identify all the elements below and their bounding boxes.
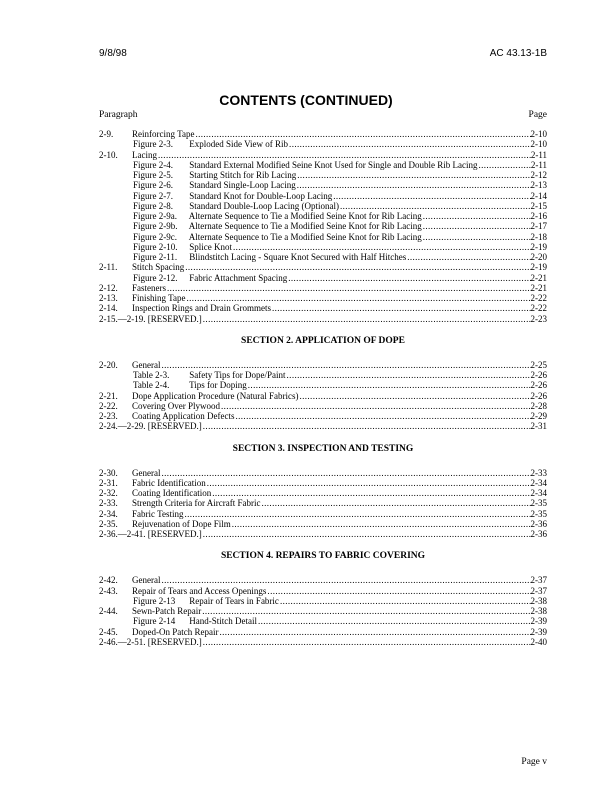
page-ref: 2-22 [530,303,547,314]
page-ref: 2-37 [530,575,547,586]
entry-title: Repair of Tears and Access Openings [132,585,267,596]
toc-entry-body [132,129,547,139]
toc-entry-body [132,150,547,160]
entry-title: General [132,575,161,586]
page-ref: 2-21 [530,272,547,283]
paragraph-number: 2-30. [99,467,118,478]
toc-group-section-3 [99,468,547,540]
dot-leader [247,380,531,390]
header-doc-id: AC 43.13-1B [489,48,547,59]
paragraph-number: 2-45. [99,626,118,637]
toc-entry [99,468,547,478]
dot-leader [296,180,531,190]
toc-figure-entry [99,191,547,201]
paragraph-number: 2-14. [99,303,118,314]
toc-entry [99,129,547,139]
dot-leader [184,262,530,272]
page-number: Page v [521,757,547,767]
entry-title: Rejuvenation of Dope Film [132,518,231,529]
column-heading-paragraph: Paragraph [99,110,138,120]
figure-title: Standard Single-Loop Lacing [189,180,296,191]
toc-entry-body [132,509,547,519]
toc-figure-entry [99,370,547,380]
figure-label: Table 2-3. [133,370,170,380]
page-ref: 2-36 [530,518,547,529]
dot-leader [206,478,531,488]
entry-title [133,232,422,242]
page-ref: 2-34 [530,488,547,498]
entry-title [133,139,288,149]
figure-title: Alternate Sequence to Tie a Modified Seine Knot for Rib Lacing [188,231,422,242]
figure-label: Figure 2-13 [133,595,176,606]
toc-entry [99,262,547,272]
page-ref: 2-22 [530,293,547,303]
entry-title: General [132,359,161,370]
figure-title: Splice Knot [189,241,232,252]
toc-figure-entry [99,160,547,170]
entry-title: Fasteners [132,282,166,293]
section-heading: SECTION 4. REPAIRS TO FABRIC COVERING [220,551,426,562]
dot-leader [257,616,531,626]
dot-leader [166,283,531,293]
page-ref: 2-11 [530,159,547,170]
section-heading: SECTION 3. INSPECTION AND TESTING [232,443,414,454]
entry-title: Dope Application Procedure (Natural Fabrics) [132,390,299,401]
entry-title [133,180,296,190]
dot-leader [477,160,530,170]
figure-label: Figure 2-14 [133,616,176,627]
toc-entry-body [133,232,547,242]
entry-title [133,191,332,201]
paragraph-number: 2-9. [99,129,114,139]
page-ref: 2-14 [530,190,547,201]
toc-entry-body [99,314,547,324]
figure-title: Alternate Sequence to Tie a Modified Seine Knot for Rib Lacing [188,221,422,232]
section-heading: SECTION 2. APPLICATION OF DOPE [241,335,405,346]
entry-title: Coating Application Defects [132,411,235,421]
toc-entry-body [132,401,547,411]
page-ref: 2-23 [530,313,547,324]
page-ref: 2-40 [530,636,547,647]
dot-leader [406,252,530,262]
entry-title: 2-46.—2-51. [RESERVED.] [99,636,202,647]
toc-figure-entry [99,596,547,606]
dot-leader [260,498,530,508]
entry-title [133,242,232,252]
toc-entry-body [133,211,547,221]
dot-leader [220,401,531,411]
page-ref: 2-20 [530,252,547,262]
toc-figure-entry [99,139,547,149]
toc-entry-body [133,273,547,283]
toc-entry [99,421,547,431]
page-ref: 2-19 [530,241,547,252]
toc-entry-body [132,283,547,293]
toc-entry-body [133,370,547,380]
toc-entry-body [99,529,547,539]
column-heading-page: Page [528,110,547,120]
toc-entry [99,391,547,401]
dot-leader [296,170,530,180]
dot-leader [231,519,531,529]
toc-entry [99,529,547,539]
entry-title: Lacing [132,149,157,160]
page-ref: 2-15 [530,200,547,211]
dot-leader [201,606,530,616]
dot-leader [185,293,530,303]
toc-entry-body [132,627,547,637]
page-ref: 2-17 [530,221,547,232]
entry-title [133,273,287,283]
figure-title: Standard External Modified Seine Knot Used for Single and Double Rib Lacing [189,159,478,170]
dot-leader [287,273,530,283]
toc-entry [99,293,547,303]
figure-title: Repair of Tears in Fabric [189,595,279,606]
toc-entry [99,488,547,498]
dot-leader [183,509,530,519]
toc-entry [99,606,547,616]
figure-label: Figure 2-6. [133,180,173,191]
page-ref: 2-31 [530,421,547,432]
dot-leader [160,468,530,478]
toc-entry-body [133,380,547,390]
entry-title: 2-36.—2-41. [RESERVED.] [99,529,202,539]
dot-leader [422,232,531,242]
figure-title: Safety Tips for Dope/Paint [189,370,286,380]
dot-leader [422,211,531,221]
toc-entry-body [99,421,547,431]
page-ref: 2-26 [530,370,547,380]
toc-entry [99,575,547,585]
figure-label: Figure 2-10. [133,241,178,252]
paragraph-number: 2-35. [99,518,118,529]
toc-entry-body [132,262,547,272]
figure-label: Figure 2-5. [133,170,173,180]
paragraph-number: 2-13. [99,293,118,303]
figure-title: Blindstitch Lacing - Square Knot Secured with Half Hitches [189,252,407,262]
entry-title [133,616,257,626]
figure-label: Figure 2-3. [133,139,173,150]
entry-title [133,380,247,390]
figure-title: Standard Knot for Double-Loop Lacing [189,190,333,201]
paragraph-number: 2-23. [99,411,118,421]
page-ref: 2-29 [530,411,547,421]
page-ref: 2-37 [530,585,547,596]
entry-title [133,252,406,262]
figure-title: Starting Stitch for Rib Lacing [189,170,297,180]
page-ref: 2-28 [530,400,547,411]
figure-label: Figure 2-9b. [133,221,178,232]
dot-leader [202,529,531,539]
toc-entry [99,519,547,529]
entry-title [133,170,296,180]
page-ref: 2-18 [530,231,547,242]
toc-entry-body [133,242,547,252]
toc-entry-body [133,180,547,190]
paragraph-number: 2-32. [99,488,118,498]
dot-leader [332,191,530,201]
entry-title [133,221,422,231]
paragraph-number: 2-33. [99,498,118,509]
page-ref: 2-35 [530,508,547,519]
toc-group-section-2 [99,360,547,432]
page-ref: 2-39 [530,626,547,637]
toc-entry [99,150,547,160]
dot-leader [232,242,531,252]
toc-entry-body [133,221,547,231]
toc-entry [99,627,547,637]
entry-title [133,370,286,380]
toc-entry-body [132,606,547,616]
entry-title: Reinforcing Tape [132,129,195,139]
toc-entry [99,498,547,508]
entry-title: General [132,467,161,478]
figure-label: Figure 2-8. [133,200,173,211]
page-ref: 2-19 [530,262,547,273]
dot-leader [194,129,530,139]
toc-entry [99,283,547,293]
toc-figure-entry [99,380,547,390]
dot-leader [202,421,531,431]
entry-title [133,596,279,606]
entry-title: Coating Identification [132,488,212,498]
figure-label: Table 2-4. [133,380,170,391]
entry-title: Strength Criteria for Aircraft Fabric [132,498,261,509]
dot-leader [160,575,530,585]
paragraph-number: 2-43. [99,585,118,596]
dot-leader [271,303,531,313]
header-date: 9/8/98 [99,48,127,59]
dot-leader [160,360,530,370]
figure-title: Alternate Sequence to Tie a Modified Seine Knot for Rib Lacing [188,211,422,221]
figure-label: Figure 2-12. [133,272,178,283]
page-ref: 2-39 [530,616,547,627]
toc-figure-entry [99,242,547,252]
paragraph-number: 2-44. [99,606,118,616]
toc-entry-body [133,139,547,149]
toc-entry-body [132,575,547,585]
toc-group-main [99,129,547,324]
toc-entry-body [132,586,547,596]
figure-title: Exploded Side View of Rib [189,139,289,150]
figure-label: Figure 2-9a. [133,211,177,221]
toc-entry-body [132,498,547,508]
toc-entry [99,303,547,313]
paragraph-number: 2-21. [99,390,118,401]
toc-entry [99,478,547,488]
toc-entry-body [132,519,547,529]
toc-entry-body [132,488,547,498]
toc-entry-body [132,478,547,488]
page-ref: 2-34 [530,477,547,488]
entry-title: Fabric Testing [132,508,184,519]
page-ref: 2-10 [530,129,547,139]
toc-entry [99,401,547,411]
toc-entry-body [133,201,547,211]
toc-entry [99,411,547,421]
toc-entry-body [133,252,547,262]
toc-entry-body [133,170,547,180]
figure-label: Figure 2-7. [133,190,173,201]
page-ref: 2-16 [530,211,547,221]
toc-entry-body [132,468,547,478]
entry-title: Inspection Rings and Drain Grommets [132,303,271,314]
toc-entry-body [99,637,547,647]
figure-title: Standard Double-Loop Lacing (Optional) [189,200,339,211]
figure-title: Hand-Stitch Detail [189,616,257,627]
paragraph-number: 2-42. [99,575,118,586]
page-title: CONTENTS (CONTINUED) [219,92,393,108]
paragraph-number: 2-34. [99,508,118,519]
dot-leader [288,139,530,149]
figure-title: Fabric Attachment Spacing [189,272,288,283]
toc-entry-body [133,191,547,201]
entry-title: Stitch Spacing [132,262,185,273]
toc-figure-entry [99,221,547,231]
figure-label: Figure 2-11. [133,252,178,262]
entry-title: Fabric Identification [132,477,206,488]
entry-title: 2-24.—2-29. [RESERVED.] [99,421,202,432]
toc-figure-entry [99,616,547,626]
dot-leader [218,627,530,637]
entry-title [133,211,422,221]
page-ref: 2-35 [530,498,547,509]
toc-entry-body [132,411,547,421]
entry-title: Finishing Tape [132,293,186,303]
paragraph-number: 2-20. [99,359,118,370]
entry-title [133,201,339,211]
toc-figure-entry [99,201,547,211]
paragraph-number: 2-31. [99,477,118,488]
toc-figure-entry [99,211,547,221]
entry-title: Sewn-Patch Repair [132,606,202,616]
toc-entry [99,586,547,596]
page-ref: 2-11 [530,149,547,160]
page-ref: 2-25 [530,359,547,370]
dot-leader [234,411,530,421]
figure-title: Tips for Doping [189,380,247,391]
entry-title [133,160,477,170]
figure-label: Figure 2-4. [133,159,173,170]
entry-title: 2-15.—2-19. [RESERVED.] [99,313,202,324]
paragraph-number: 2-10. [99,149,118,160]
toc-figure-entry [99,180,547,190]
toc-entry-body [132,303,547,313]
dot-leader [157,150,531,160]
toc-entry-body [132,391,547,401]
toc-figure-entry [99,273,547,283]
dot-leader [422,221,531,231]
paragraph-number: 2-12. [99,282,118,293]
figure-label: Figure 2-9c. [133,231,177,242]
page-ref: 2-21 [530,282,547,293]
page-ref: 2-13 [530,180,547,191]
dot-leader [211,488,530,498]
page-ref: 2-36 [530,529,547,539]
toc-group-section-4 [99,575,547,647]
paragraph-number: 2-22. [99,400,118,411]
toc-figure-entry [99,170,547,180]
paragraph-number: 2-11. [99,262,118,273]
dot-leader [202,637,531,647]
dot-leader [202,314,531,324]
dot-leader [339,201,531,211]
dot-leader [279,596,531,606]
page-ref: 2-38 [530,595,547,606]
toc-entry-body [132,360,547,370]
toc-entry [99,314,547,324]
entry-title: Covering Over Plywood [132,400,220,411]
toc-entry-body [133,160,547,170]
toc-entry [99,637,547,647]
toc-entry-body [132,293,547,303]
page-ref: 2-38 [530,606,547,616]
toc-entry-body [133,616,547,626]
toc-entry-body [133,596,547,606]
page-ref: 2-10 [530,139,547,150]
dot-leader [266,586,530,596]
toc-entry [99,360,547,370]
table-of-contents [99,129,547,647]
dot-leader [286,370,531,380]
toc-entry [99,509,547,519]
toc-figure-entry [99,252,547,262]
page-ref: 2-26 [530,380,547,391]
dot-leader [298,391,530,401]
page-ref: 2-26 [530,390,547,401]
page-ref: 2-12 [530,170,547,180]
page-ref: 2-33 [530,467,547,478]
toc-figure-entry [99,232,547,242]
entry-title: Doped-On Patch Repair [132,626,219,637]
